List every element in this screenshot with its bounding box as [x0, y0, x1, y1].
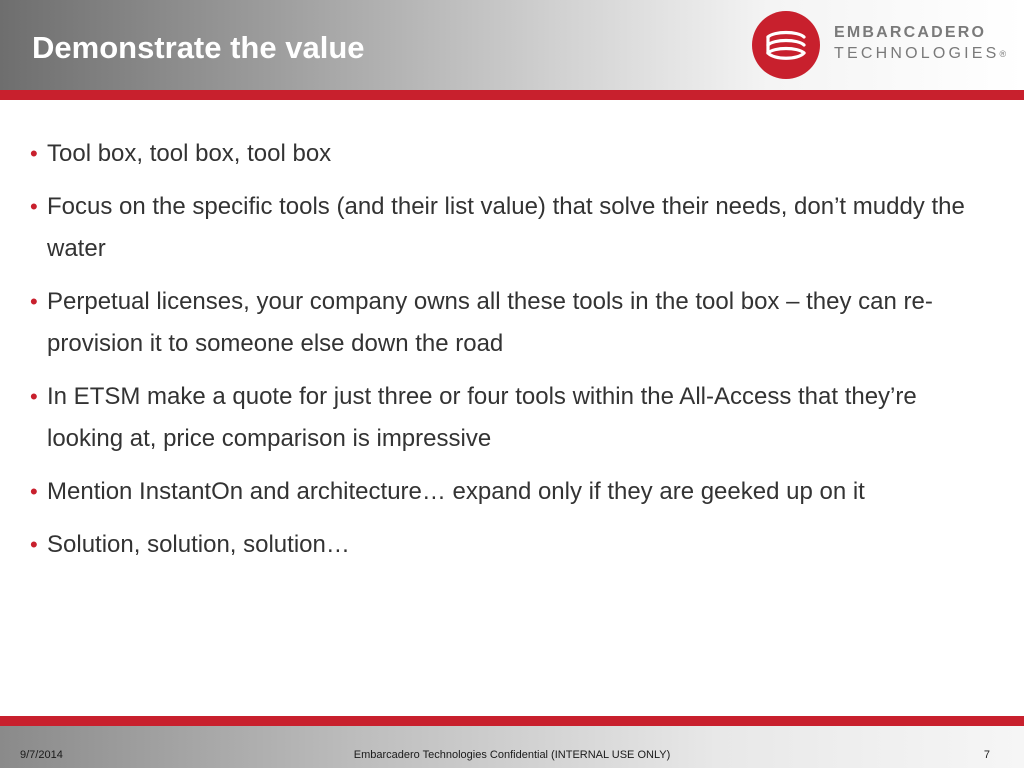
bullet-item [24, 376, 994, 460]
bullet-text: Solution, solution, solution… [47, 531, 350, 558]
bullet-text: Tool box, tool box, tool box [47, 140, 332, 167]
bullet-item [24, 471, 994, 513]
bullet-text: Focus on the specific tools (and their list value) that solve their needs, don’t muddy the water [47, 193, 965, 262]
bullet-dot-icon: • [30, 479, 38, 504]
bullet-item [24, 133, 994, 175]
footer-confidential-notice: Embarcadero Technologies Confidential (INTERNAL USE ONLY) [353, 749, 671, 761]
header-bar [0, 0, 1024, 90]
bullet-list [24, 133, 994, 577]
bullet-dot-icon: • [30, 532, 38, 557]
bullet-text: In ETSM make a quote for just three or four tools within the All-Access that they’re looking at, price comparison is impressive [47, 383, 917, 452]
registered-mark: ® [999, 49, 1007, 59]
bullet-item [24, 524, 994, 566]
bullet-item [24, 281, 994, 365]
bullet-dot-icon: • [30, 194, 38, 219]
bullet-dot-icon: • [30, 289, 38, 314]
footer-bar [0, 726, 1024, 768]
logo-subtitle [834, 45, 1006, 63]
page-number: 7 [983, 749, 990, 761]
logo-subtitle-text: TECHNOLOGIES [834, 45, 1000, 62]
logo-wordmark: EMBARCADERO [834, 24, 987, 41]
embarcadero-logo-icon [752, 11, 820, 79]
bullet-item [24, 186, 994, 270]
bullet-dot-icon: • [30, 384, 38, 409]
footer-date: 9/7/2014 [20, 749, 63, 761]
footer-divider [0, 716, 1024, 726]
bullet-text: Mention InstantOn and architecture… expand only if they are geeked up on it [47, 478, 865, 505]
slide-title: Demonstrate the value [32, 30, 365, 65]
header-divider [0, 90, 1024, 100]
database-cylinder-icon [752, 11, 820, 79]
bullet-dot-icon: • [30, 141, 38, 166]
bullet-text: Perpetual licenses, your company owns all these tools in the tool box – they can re-provision it to someone else down the road [47, 288, 933, 357]
